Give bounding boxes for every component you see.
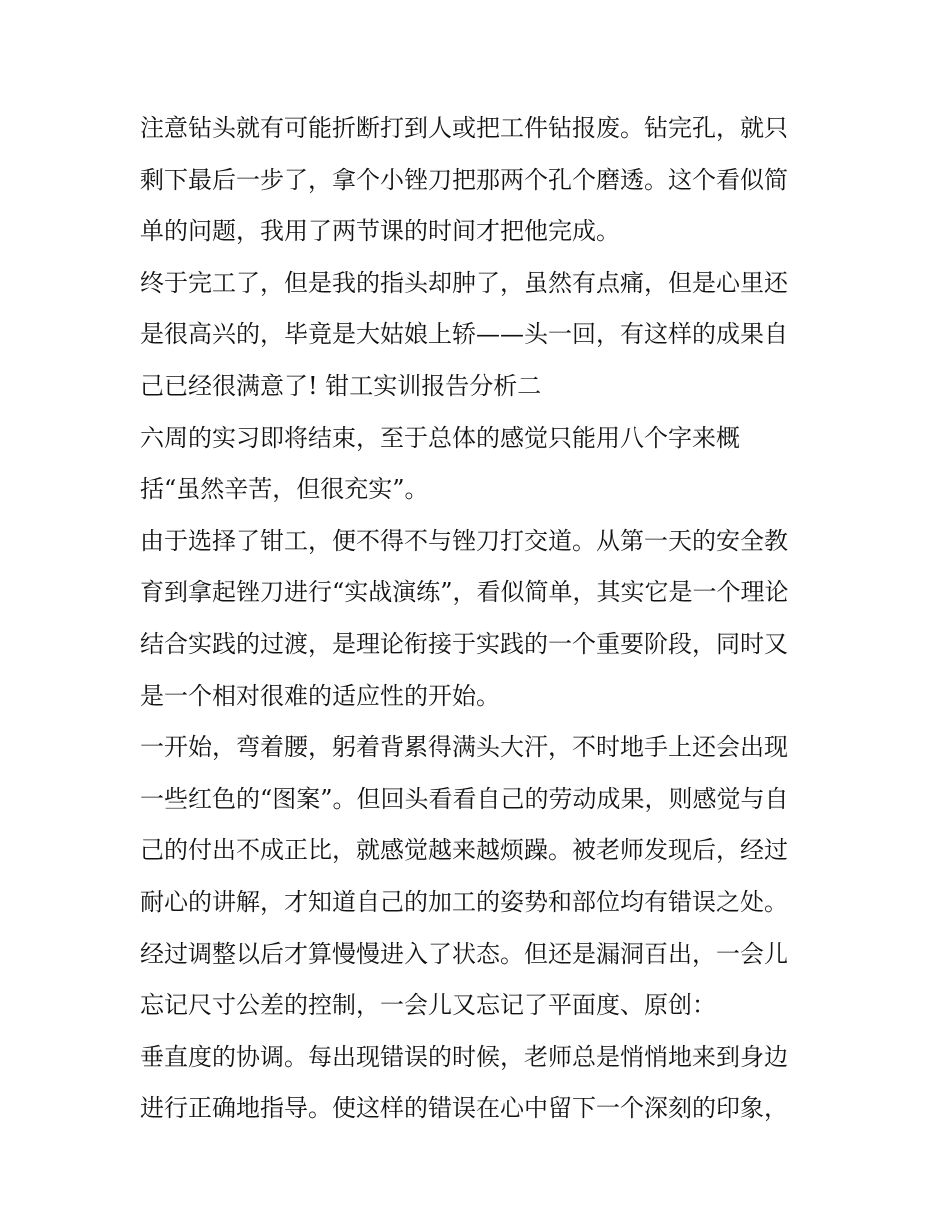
text-line: 进行正确地指导。使这样的错误在心中留下一个深刻的印象，: [140, 1094, 788, 1123]
text-line: 经过调整以后才算慢慢进入了状态。但还是漏洞百出，一会儿: [140, 939, 788, 968]
text-line: 终于完工了，但是我的指头却肿了，虽然有点痛，但是心里还: [140, 268, 788, 297]
text-line: 育到拿起锉刀进行“实战演练”，看似简单，其实它是一个理论: [140, 578, 789, 607]
text-line: 一开始，弯着腰，躬着背累得满头大汗，不时地手上还会出现: [140, 733, 788, 762]
text-line: 结合实践的过渡，是理论衔接于实践的一个重要阶段，同时又: [140, 629, 788, 658]
text-line: 六周的实习即将结束，至于总体的感觉只能用八个字来概: [140, 423, 740, 452]
document-body: [140, 103, 820, 1135]
text-line: 是一个相对很难的适应性的开始。: [140, 681, 500, 710]
text-line: 忘记尺寸公差的控制，一会儿又忘记了平面度、原创：: [140, 991, 716, 1020]
text-line: 单的问题，我用了两节课的时间才把他完成。: [140, 217, 620, 246]
text-line: 注意钻头就有可能折断打到人或把工件钻报废。钻完孔，就只: [140, 114, 788, 142]
text-line: 是很高兴的，毕竟是大姑娘上轿——头一回，有这样的成果自: [140, 320, 788, 349]
text-line: 己已经很满意了! 钳工实训报告分析二: [140, 371, 542, 400]
text-line: 由于选择了钳工，便不得不与锉刀打交道。从第一天的安全教: [140, 526, 788, 555]
text-line: 括“虽然辛苦，但很充实”。: [140, 475, 429, 504]
text-line: 己的付出不成正比，就感觉越来越烦躁。被老师发现后，经过: [140, 836, 788, 865]
text-line: 一些红色的“图案”。但回头看看自己的劳动成果，则感觉与自: [140, 784, 789, 813]
text-line: 垂直度的协调。每出现错误的时候，老师总是悄悄地来到身边: [140, 1042, 788, 1071]
text-line: 剩下最后一步了，拿个小锉刀把那两个孔个磨透。这个看似简: [140, 165, 788, 194]
text-line: 耐心的讲解，才知道自己的加工的姿势和部位均有错误之处。: [140, 887, 788, 916]
